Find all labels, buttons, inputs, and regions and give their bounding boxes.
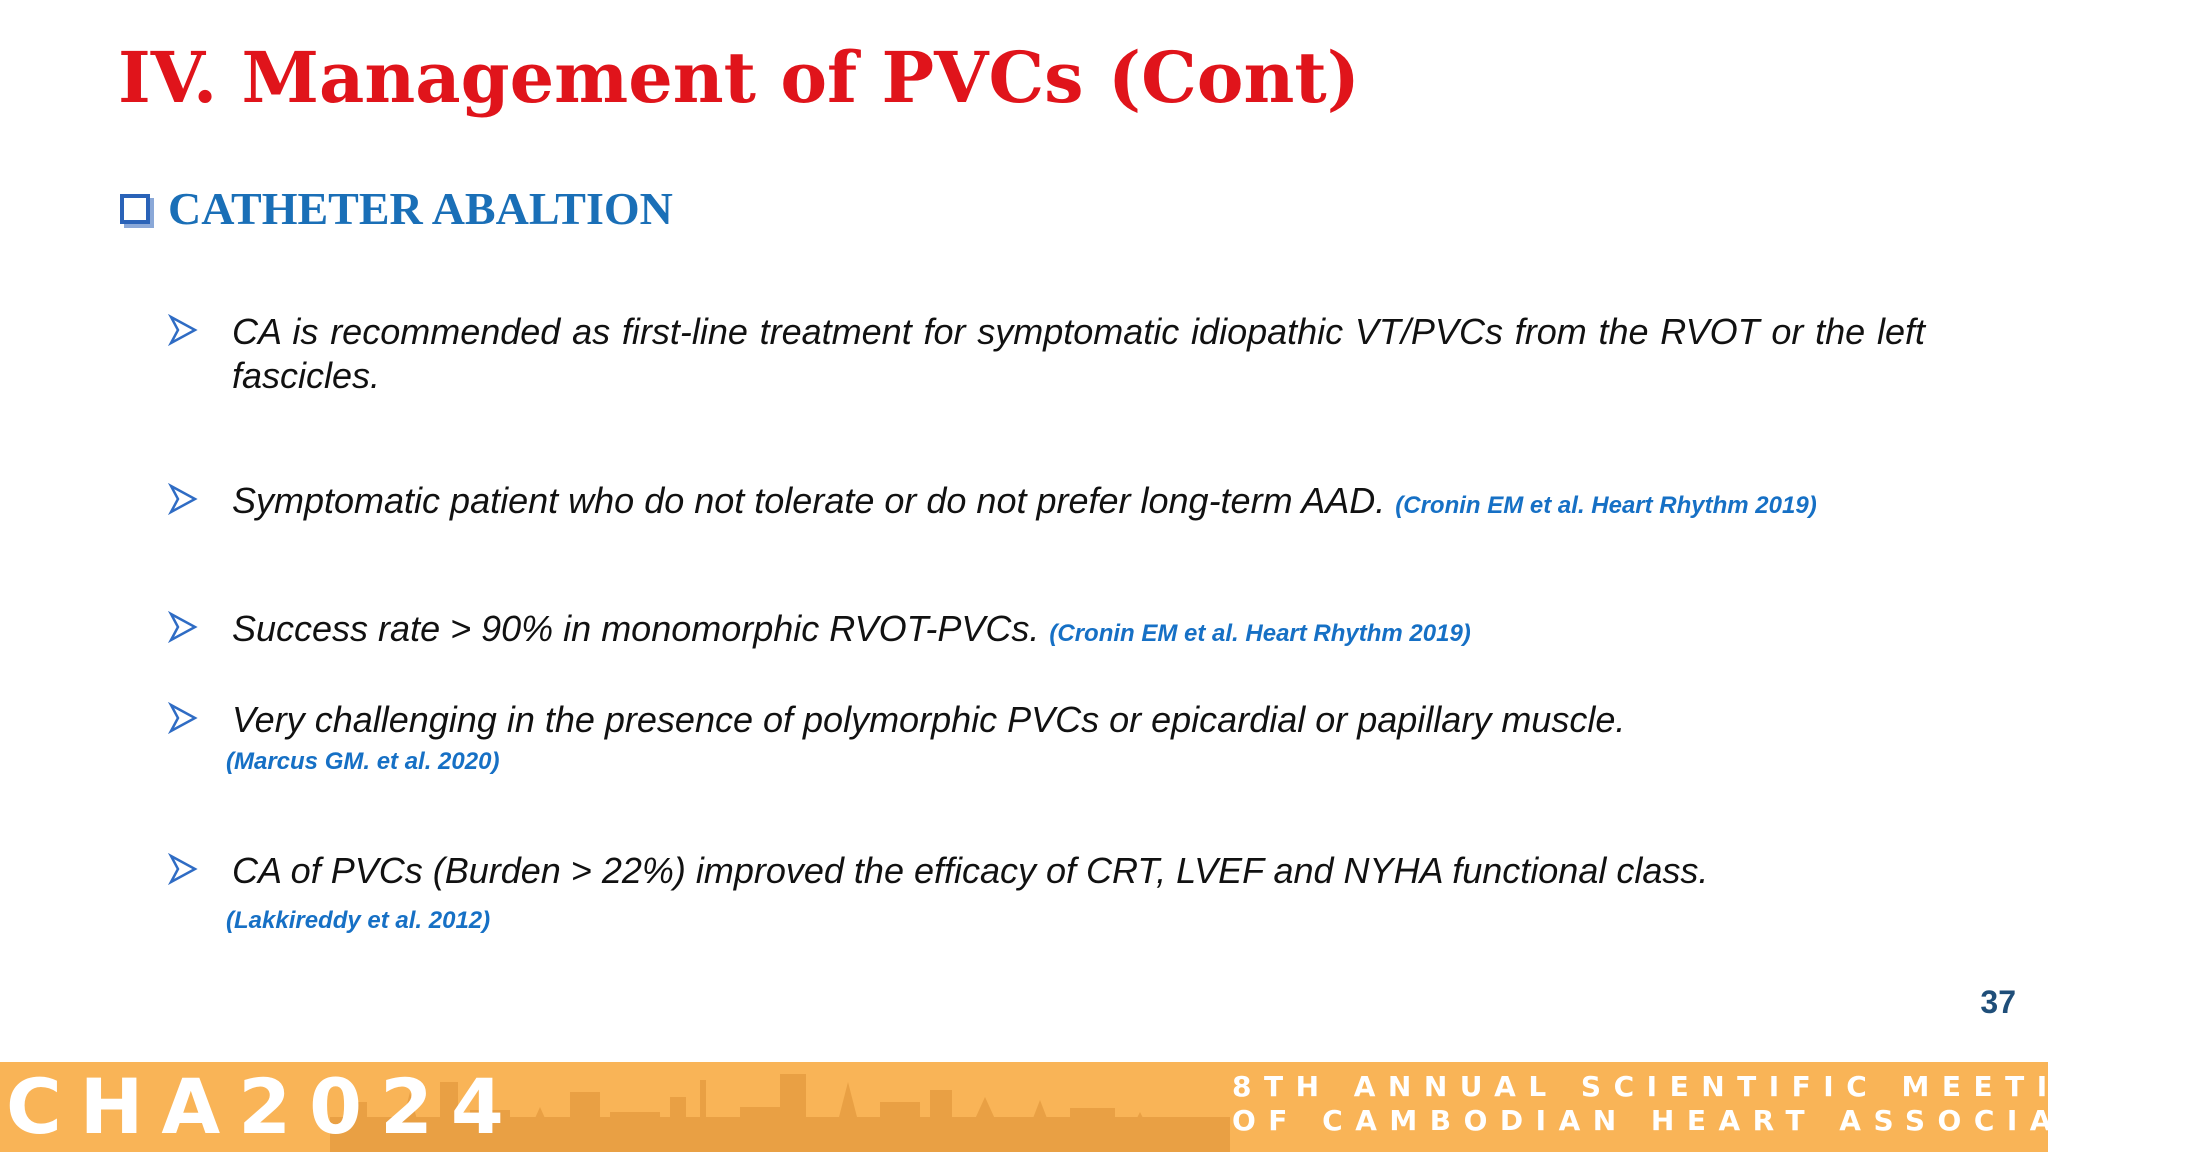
arrow-bullet-icon bbox=[170, 316, 196, 344]
page-number: 37 bbox=[1980, 984, 2016, 1020]
section-heading-label: CATHETER ABALTION bbox=[168, 183, 673, 234]
footer-banner bbox=[0, 1062, 2189, 1152]
checkbox-bullet-icon bbox=[120, 194, 150, 224]
slide-title: IV. Management of PVCs (Cont) bbox=[118, 36, 1360, 119]
bullet-text: CA is recommended as first-line treatment for symptomatic idiopathic VT/PVCs from the RVOT or the left fascicles. bbox=[232, 311, 1925, 396]
section-heading bbox=[120, 182, 673, 235]
bullet-item bbox=[170, 607, 1925, 656]
bullet-text: Success rate > 90% in monomorphic RVOT-PVCs. bbox=[232, 608, 1040, 649]
bullet-item bbox=[170, 698, 1925, 742]
meeting-title-line1: 8TH ANNUAL SCIENTIFIC MEETING bbox=[1232, 1070, 2132, 1103]
citation: (Marcus GM. et al. 2020) bbox=[226, 748, 500, 775]
cha2024-logo: CHA2024 bbox=[6, 1062, 522, 1151]
bullet-text: CA of PVCs (Burden > 22%) improved the efficacy of CRT, LVEF and NYHA functional class. bbox=[232, 850, 1709, 891]
citation: (Cronin EM et al. Heart Rhythm 2019) bbox=[1049, 620, 1471, 647]
meeting-title bbox=[1232, 1070, 2189, 1138]
bullet-item bbox=[170, 849, 1925, 893]
bullet-item bbox=[170, 479, 1925, 528]
arrow-bullet-icon bbox=[170, 613, 196, 641]
arrow-bullet-icon bbox=[170, 704, 196, 732]
arrow-bullet-icon bbox=[170, 485, 196, 513]
bullet-item bbox=[170, 310, 1925, 398]
citation: (Cronin EM et al. Heart Rhythm 2019) bbox=[1395, 492, 1817, 519]
bullet-text: Very challenging in the presence of polymorphic PVCs or epicardial or papillary muscle. bbox=[232, 699, 1626, 740]
arrow-bullet-icon bbox=[170, 855, 196, 883]
citation: (Lakkireddy et al. 2012) bbox=[226, 907, 491, 934]
bullet-text: Symptomatic patient who do not tolerate or do not prefer long-term AAD. bbox=[232, 480, 1386, 521]
meeting-title-line2: OF CAMBODIAN HEART ASSOCIATION bbox=[1232, 1104, 2189, 1137]
